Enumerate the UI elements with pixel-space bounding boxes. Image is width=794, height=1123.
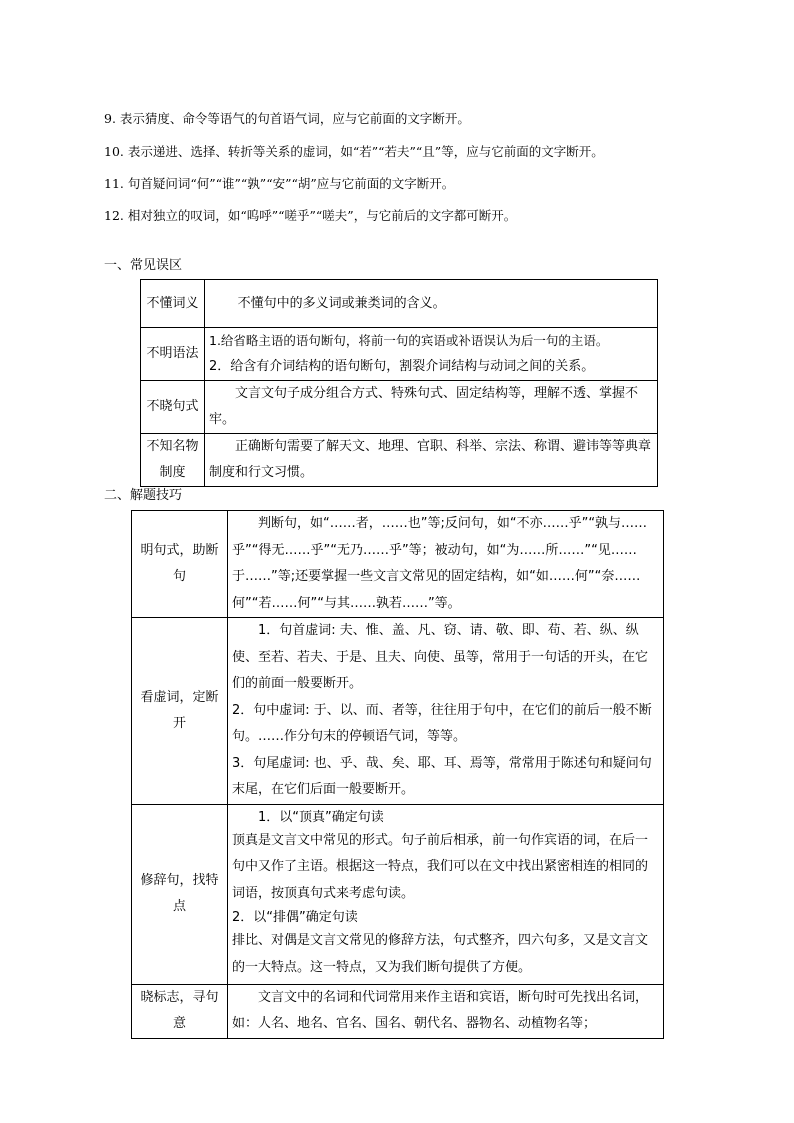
- section-title-common-mistakes: 一、常见误区: [104, 258, 183, 273]
- techniques-table: [131, 510, 664, 1039]
- row-head: 不懂词义: [141, 280, 205, 328]
- row-head: 看虚词，定断开: [132, 618, 228, 805]
- table-row: [132, 511, 664, 618]
- table-row: [141, 328, 658, 381]
- row-body: 文言文句子成分组合方式、特殊句式、固定结构等，理解不透、掌握不牢。: [205, 381, 658, 434]
- row-body: 1.给省略主语的语句断句，将前一句的宾语或补语误认为后一句的主语。 2．给含有介词结构的语句断句，割裂介词结构与动词之间的关系。: [205, 328, 658, 381]
- row-body: 1．句首虚词: 夫、惟、盖、凡、窃、请、敬、即、苟、若、纵、纵使、至若、若夫、于是、且夫、向使、虽等，常用于一句话的开头，在它们的前面一般要断开。 2．句中虚词: 于、以、而、者等，往往用于句中，在它们的前后一般不断句。……作分句末的停顿语气词，等等。 3．句尾虚词: 也、乎、哉、矣、耶、耳、焉等，常常用于陈述句和疑问句末尾，在它们后面一般要断开。: [228, 618, 664, 805]
- row-head: 不明语法: [141, 328, 205, 381]
- rule-10: 10. 表示递进、选择、转折等关系的虚词，如“若”“若夫”“且”等，应与它前面的文字断开。: [104, 144, 604, 159]
- common-mistakes-table: [140, 279, 658, 487]
- row-body: 1．以“顶真”确定句读 顶真是文言文中常见的形式。句子前后相承，前一句作宾语的词，在后一句中又作了主语。根据这一特点，我们可以在文中找出紧密相连的相同的词语，按顶真句式来考虑句读。 2．以“排偶”确定句读 排比、对偶是文言文常见的修辞方法，句式整齐，四六句多，又是文言文的一大特点。这一特点，又为我们断句提供了方便。: [228, 804, 664, 984]
- rule-11: 11. 句首疑问词“何”“谁”“孰”“安”“胡”应与它前面的文字断开。: [104, 176, 455, 191]
- row-head: 修辞句，找特点: [132, 804, 228, 984]
- row-body: 不懂句中的多义词或兼类词的含义。: [205, 280, 658, 328]
- row-head: 不知名物制度: [141, 434, 205, 487]
- table-row: [132, 984, 664, 1038]
- row-body: 判断句，如“……者，……也”等;反问句，如“不亦……乎”“孰与……乎”“得无……乎”“无乃……乎”等；被动句，如“为……所……”“见……于……”等;还要掌握一些文言文常见的固定结构，如“如……何”“奈……何”“若……何”“与其……孰若……”等。: [228, 511, 664, 618]
- row-head: 晓标志，寻句意: [132, 984, 228, 1038]
- row-head: 明句式，助断句: [132, 511, 228, 618]
- row-body: 文言文中的名词和代词常用来作主语和宾语，断句时可先找出名词，如：人名、地名、官名、国名、朝代名、器物名、动植物名等；: [228, 984, 664, 1038]
- rule-9: 9. 表示猜度、命令等语气的句首语气词，应与它前面的文字断开。: [104, 111, 470, 126]
- row-head: 不晓句式: [141, 381, 205, 434]
- table-row: [132, 618, 664, 805]
- table-row: [132, 804, 664, 984]
- row-body: 正确断句需要了解天文、地理、官职、科举、宗法、称谓、避讳等等典章制度和行文习惯。: [205, 434, 658, 487]
- table-row: [141, 280, 658, 328]
- section-title-techniques: 二、解题技巧: [104, 488, 183, 503]
- table-row: [141, 434, 658, 487]
- table-row: [141, 381, 658, 434]
- rule-12: 12. 相对独立的叹词，如“呜呼”“嗟乎”“嗟夫”，与它前后的文字都可断开。: [104, 208, 517, 223]
